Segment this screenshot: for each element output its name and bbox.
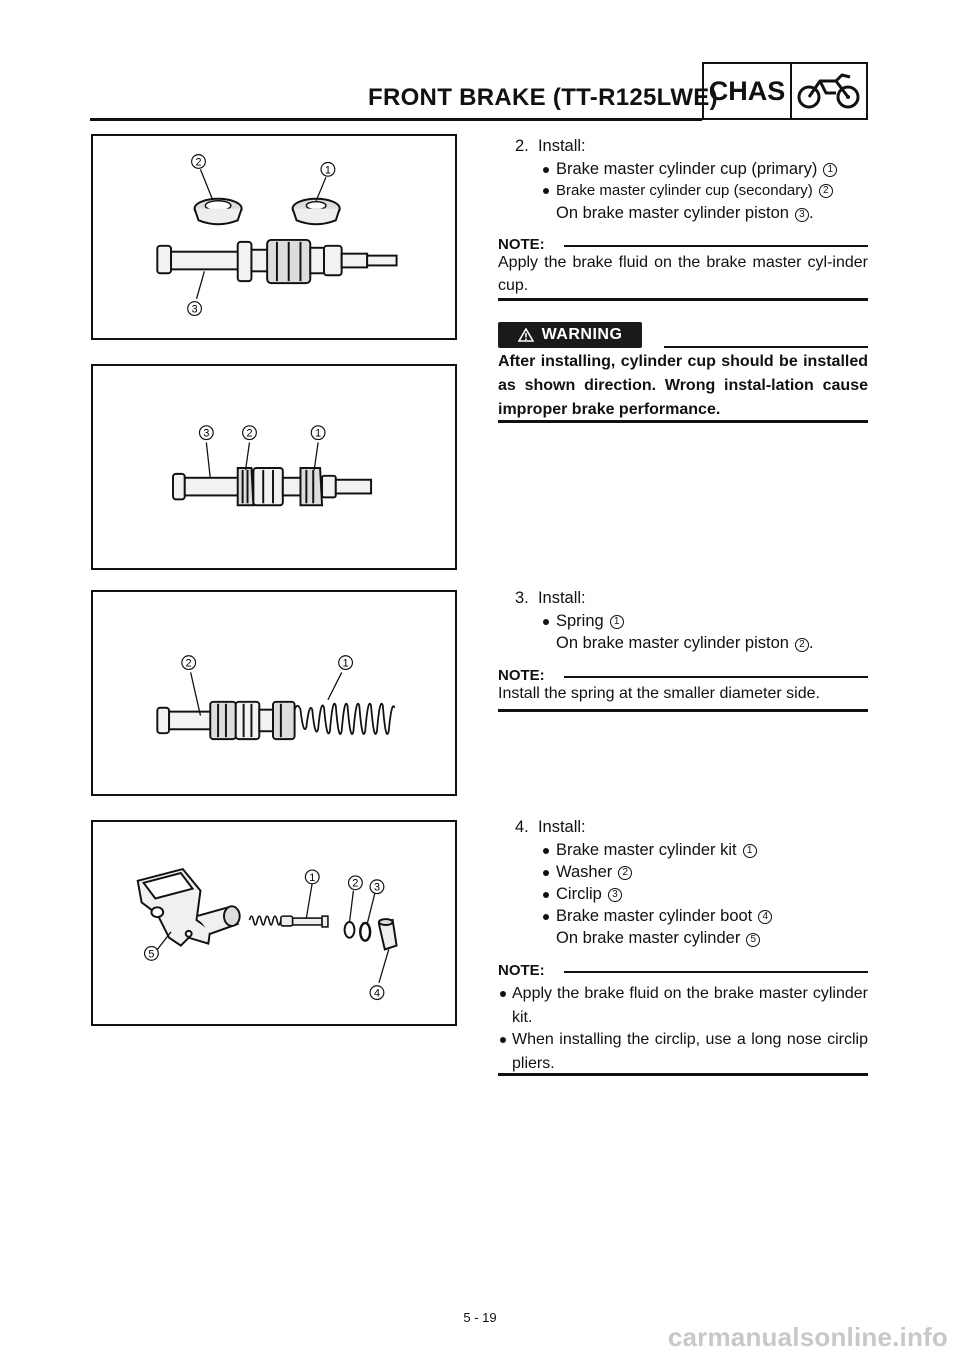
boot (379, 919, 397, 949)
cup-secondary (195, 199, 242, 224)
fig1-callout-3: 3 (191, 303, 198, 316)
washer (345, 922, 355, 938)
figure-piston-cups (91, 134, 457, 340)
step4-bullet-4 (543, 907, 772, 926)
step4-bullet-1 (543, 841, 757, 860)
fig3-callout-1: 1 (342, 657, 349, 670)
bullet-dot (500, 1037, 506, 1043)
step2-heading (515, 137, 586, 156)
step2-sub (556, 204, 814, 223)
bullet-dot (543, 914, 549, 920)
note-rule (564, 245, 868, 247)
warning-triangle-icon (518, 328, 534, 342)
master-cylinder-kit (249, 916, 327, 927)
callout-number: 1 (743, 844, 757, 858)
note-rule (564, 676, 868, 678)
bullet-dot (543, 188, 549, 194)
step2-sub-suffix: . (808, 204, 814, 222)
step4-bullet-3 (543, 885, 622, 904)
page-title: FRONT BRAKE (TT-R125LWE) (368, 84, 718, 111)
master-cylinder-body (138, 869, 240, 945)
spring (295, 704, 395, 734)
step2-bullet-2-text: Brake master cylinder cup (secondary) (556, 182, 813, 199)
piston-assembled (173, 468, 371, 505)
bullet-dot (543, 892, 549, 898)
bullet-dot (543, 848, 549, 854)
step3-sub-suffix: . (808, 634, 814, 652)
note-end-rule (498, 1073, 868, 1076)
callout-number: 5 (746, 933, 760, 947)
warning-rule (664, 346, 868, 348)
step2-bullet-1 (543, 160, 837, 179)
callout-number: 1 (610, 615, 624, 629)
bullet-dot (500, 991, 506, 997)
step2-bullet-2 (543, 182, 833, 199)
note-end-rule (498, 298, 868, 301)
step3-sub (556, 634, 814, 653)
fig4-callout-5: 5 (148, 948, 155, 961)
warning-label: WARNING (541, 326, 623, 343)
note-rule (564, 971, 868, 973)
fig4-callout-1: 1 (309, 871, 316, 884)
step2-number: 2. (515, 137, 529, 155)
bullet-dot (543, 619, 549, 625)
fig1-callout-1: 1 (324, 164, 331, 177)
step4-note-2-text: When installing the circlip, use a long nose circlip pliers. (512, 1031, 868, 1072)
step2-action: Install: (537, 137, 586, 155)
section-label: CHAS (704, 64, 792, 118)
step2-sub-text: On brake master cylinder piston (556, 204, 789, 222)
note-end-rule (498, 709, 868, 712)
piston-with-spring (157, 702, 294, 739)
bullet-dot (543, 167, 549, 173)
motorcycle-icon (792, 64, 866, 118)
step4-note-1 (498, 982, 868, 1030)
figure-master-cylinder (91, 820, 457, 1026)
circlip (360, 923, 370, 941)
step3-bullet-1-text: Spring (556, 612, 604, 630)
step4-heading (515, 818, 586, 837)
callout-number: 4 (758, 910, 772, 924)
step3-heading (515, 589, 586, 608)
callout-number: 2 (819, 184, 833, 198)
title-rule (90, 118, 702, 121)
warning-badge (498, 322, 642, 348)
step3-bullet-1 (543, 612, 624, 631)
step4-bullet-4-text: Brake master cylinder boot (556, 907, 753, 925)
step4-bullet-1-text: Brake master cylinder kit (556, 841, 737, 859)
warning-end-rule (498, 420, 868, 423)
step2-bullet-1-text: Brake master cylinder cup (primary) (556, 160, 818, 178)
bullet-dot (543, 870, 549, 876)
callout-number: 3 (608, 888, 622, 902)
page-number: 5 - 19 (463, 1310, 497, 1325)
step4-bullet-2 (543, 863, 632, 882)
section-tab (702, 62, 868, 120)
step3-number: 3. (515, 589, 529, 607)
step4-bullet-3-text: Circlip (556, 885, 602, 903)
step3-action: Install: (537, 589, 586, 607)
step4-note-label: NOTE: (498, 962, 545, 979)
piston (157, 240, 396, 283)
step4-note-2 (498, 1028, 868, 1076)
figure-piston-spring (91, 590, 457, 796)
step3-note-text: Install the spring at the smaller diameter side. (498, 685, 820, 702)
step4-sub (556, 929, 760, 948)
step2-note-label: NOTE: (498, 236, 545, 253)
step4-note-1-text: Apply the brake fluid on the brake master cylinder kit. (512, 985, 868, 1026)
fig4-callout-3: 3 (373, 881, 380, 894)
step4-sub-text: On brake master cylinder (556, 929, 741, 947)
fig3-callout-2: 2 (185, 657, 192, 670)
step2-note-text: Apply the brake fluid on the brake master cyl-inder cup. (498, 254, 868, 294)
callout-number: 2 (618, 866, 632, 880)
step4-bullet-2-text: Washer (556, 863, 613, 881)
step4-number: 4. (515, 818, 529, 836)
fig4-callout-2: 2 (352, 877, 359, 890)
fig4-callout-4: 4 (373, 987, 380, 1000)
step3-note-label: NOTE: (498, 667, 545, 684)
callout-number: 1 (823, 163, 837, 177)
watermark: carmanualsonline.info (667, 1322, 948, 1352)
warning-text: After installing, cylinder cup should be installed as shown direction. Wrong instal-lation cause improper brake performance. (498, 353, 868, 418)
fig2-callout-1: 1 (315, 427, 322, 440)
fig2-callout-2: 2 (246, 427, 253, 440)
figure-piston-assembled (91, 364, 457, 570)
fig2-callout-3: 3 (203, 427, 210, 440)
fig1-callout-2: 2 (195, 156, 202, 169)
callout-number: 2 (795, 638, 809, 652)
callout-number: 3 (795, 208, 809, 222)
cup-primary (293, 199, 340, 224)
step4-action: Install: (537, 818, 586, 836)
step3-sub-text: On brake master cylinder piston (556, 634, 789, 652)
